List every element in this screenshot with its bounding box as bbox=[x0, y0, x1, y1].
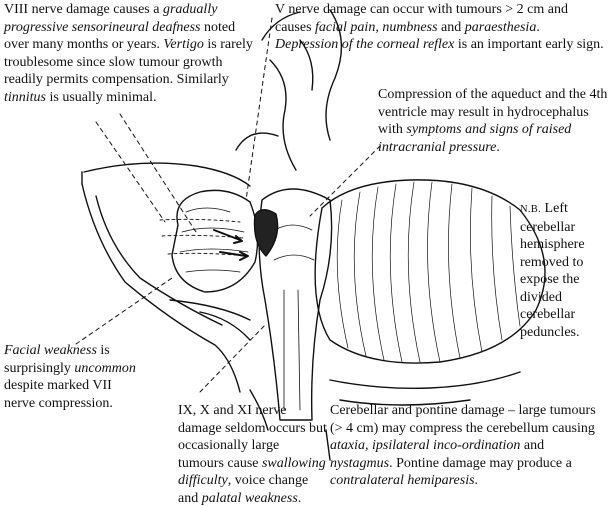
leader-aqueduct bbox=[310, 146, 380, 216]
leader-ix bbox=[200, 324, 266, 392]
leader-viii bbox=[120, 114, 196, 232]
annotation-aqueduct: Compression of the aqueduct and the 4th ventricle may result in hydrocephalus with symptoms and signs of raised intracranial pressure. bbox=[378, 87, 608, 155]
annotation-v-nerve: V nerve damage can occur with tumours > 2 cm and causes facial pain, numbness and paraesthesia. Depression of the corneal reflex is an important early sign. bbox=[275, 2, 604, 52]
leader-viii-2 bbox=[96, 122, 165, 222]
annotation-ix-x-xi: IX, X and XI nerve damage seldom occurs but occasionally large tumours cause swallowing difficulty, voice change and palatal weakness. bbox=[178, 403, 327, 506]
tumour-outline bbox=[172, 190, 258, 292]
annotation-viii-nerve: VIII nerve damage causes a gradually progressive sensorineural deafness noted over many months or years. Vertigo is rarely troublesome since slow tumour growth readily permits compensation. Similarly tinnitus is usually minimal. bbox=[4, 2, 253, 105]
cerebellum-outline bbox=[315, 180, 545, 363]
annotation-nb: N.B. Left cerebellar hemisphere removed to expose the divided cerebellar peduncles. bbox=[520, 201, 585, 340]
skull-outline bbox=[84, 163, 250, 186]
leader-facial bbox=[76, 278, 172, 344]
annotation-cerebellar-pontine: Cerebellar and pontine damage – large tumours (> 4 cm) may compress the cerebellum causing ataxia, ipsilateral inco-ordination and nystagmus. Pontine damage may produce a contralateral hemiparesis. bbox=[330, 403, 596, 488]
annotation-facial-weakness: Facial weakness is surprisingly uncommon despite marked VII nerve compression. bbox=[4, 343, 136, 411]
